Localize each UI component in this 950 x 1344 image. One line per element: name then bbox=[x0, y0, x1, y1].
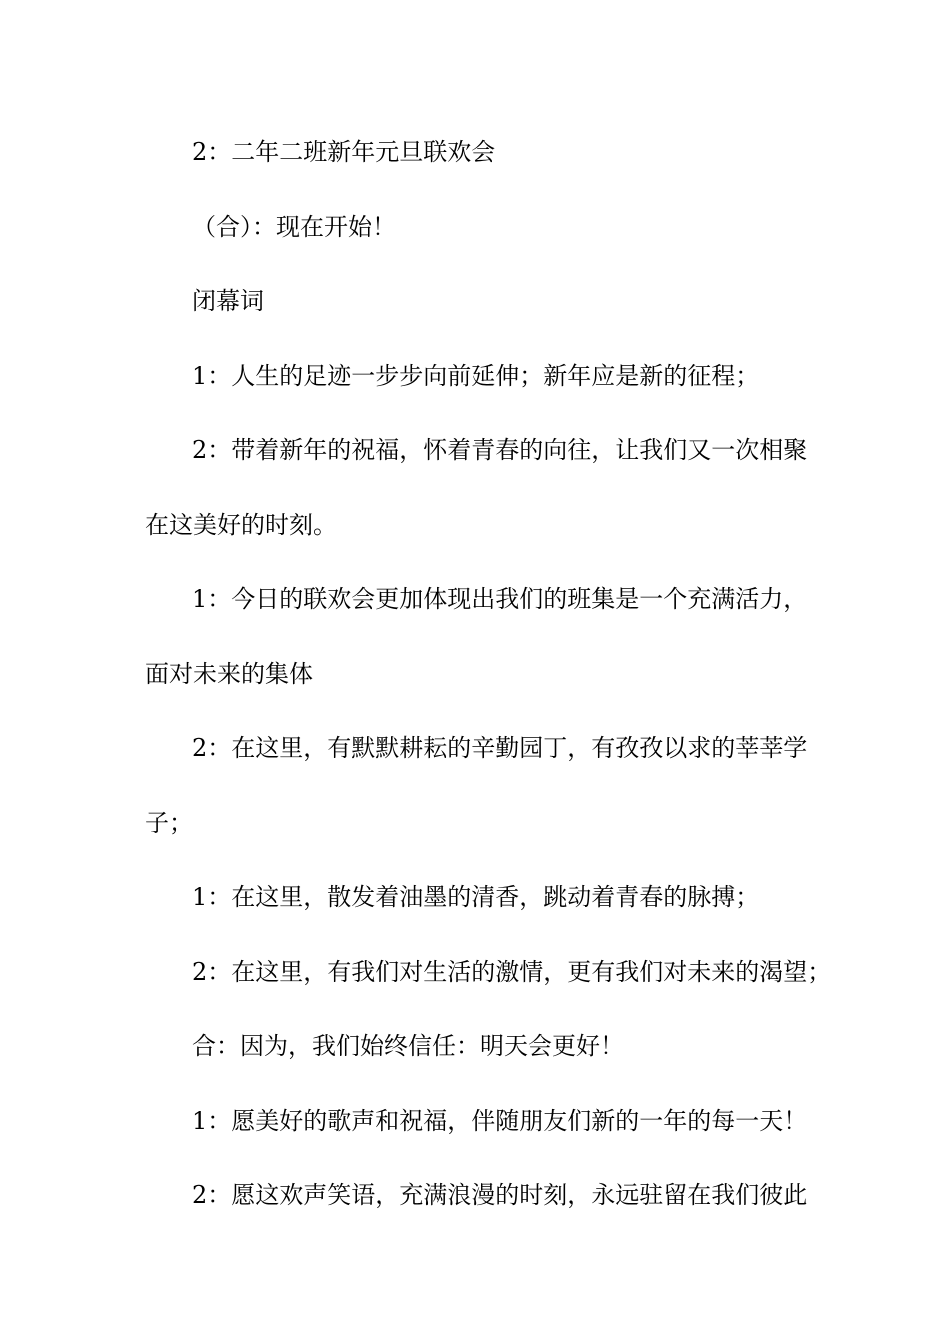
script-line: 合：因为，我们始终信任：明天会更好！ bbox=[192, 1032, 624, 1060]
script-line: 1：愿美好的歌声和祝福，伴随朋友们新的一年的每一天！ bbox=[192, 1107, 808, 1135]
script-line: 1：今日的联欢会更加体现出我们的班集是一个充满活力， bbox=[192, 585, 808, 613]
script-line-continuation: 面对未来的集体 bbox=[145, 660, 313, 688]
script-line: 1：人生的足迹一步步向前延伸；新年应是新的征程； bbox=[192, 362, 760, 390]
script-line: 2：在这里，有我们对生活的激情，更有我们对未来的渴望； bbox=[192, 958, 832, 986]
section-heading: 闭幕词 bbox=[192, 287, 264, 315]
script-line: 1：在这里，散发着油墨的清香，跳动着青春的脉搏； bbox=[192, 883, 760, 911]
script-line-continuation: 在这美好的时刻。 bbox=[145, 511, 337, 539]
script-line: 2：二年二班新年元旦联欢会 bbox=[192, 138, 496, 166]
script-line: 2：在这里，有默默耕耘的辛勤园丁，有孜孜以求的莘莘学 bbox=[192, 734, 808, 762]
script-line-continuation: 子； bbox=[145, 809, 193, 837]
script-line: 2：带着新年的祝福，怀着青春的向往，让我们又一次相聚 bbox=[192, 436, 808, 464]
script-line: 2：愿这欢声笑语，充满浪漫的时刻，永远驻留在我们彼此 bbox=[192, 1181, 808, 1209]
script-line: （合）：现在开始！ bbox=[192, 213, 396, 241]
